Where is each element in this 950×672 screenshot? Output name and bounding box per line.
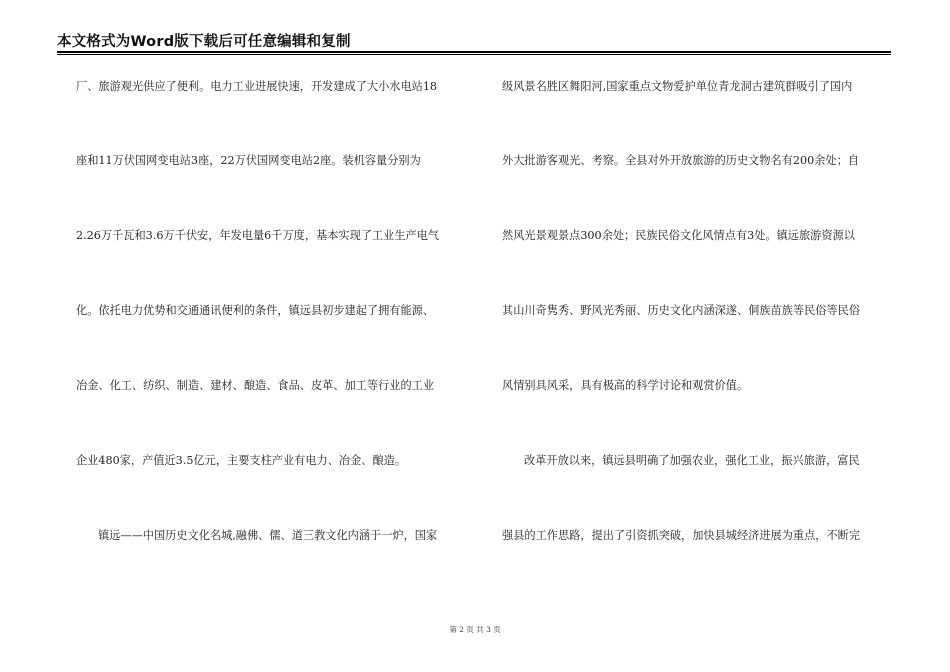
paragraph-line: 外大批游客观光、考察。全县对外开放旅游的历史文物名有200余处；自 [502,154,859,167]
paragraph-line: 厂、旅游观光供应了便利。电力工业进展快速，开发建成了大小水电站18 [76,80,438,93]
header-rule-thick [57,51,891,53]
document-header-title: 本文格式为Word版下载后可任意编辑和复制 [57,34,351,50]
paragraph-line: 改革开放以来，镇远县明确了加强农业，强化工业，振兴旅游，富民 [524,454,860,467]
paragraph-line: 其山川奇隽秀、野风光秀丽、历史文化内涵深遂、侗族苗族等民俗等民俗 [502,304,861,317]
paragraph-line: 企业480家，产值近3.5亿元，主要支柱产业有电力、冶金、酿造。 [76,454,407,467]
paragraph-line: 冶金、化工、纺织、制造、建材、酿造、食品、皮革、加工等行业的工业 [76,379,435,392]
page-number-footer: 第 2 页 共 3 页 [449,625,501,634]
paragraph-line: 镇远——中国历史文化名城,融佛、儒、道三教文化内涵于一炉，国家 [98,529,438,542]
paragraph-line: 级风景名胜区舞阳河,国家重点文物爱护单位青龙洞古建筑群吸引了国内 [502,80,853,93]
paragraph-line: 然风光景观景点300余处；民族民俗文化风情点有3处。镇远旅游资源以 [502,229,855,242]
paragraph-line: 风情别具风采，具有极高的科学讨论和观赏价值。 [502,379,749,392]
paragraph-line: 化。依托电力优势和交通通讯便利的条件，镇远县初步建起了拥有能源、 [76,304,435,317]
paragraph-line: 强县的工作思路，提出了引资抓突破，加快县城经济进展为重点，不断完 [502,529,861,542]
header-rule-thin [57,54,891,55]
paragraph-line: 2.26万千瓦和3.6万千伏安，年发电量6千万度，基本实现了工业生产电气 [76,229,440,242]
paragraph-line: 座和11万伏国网变电站3座，22万伏国网变电站2座。装机容量分别为 [76,154,421,167]
